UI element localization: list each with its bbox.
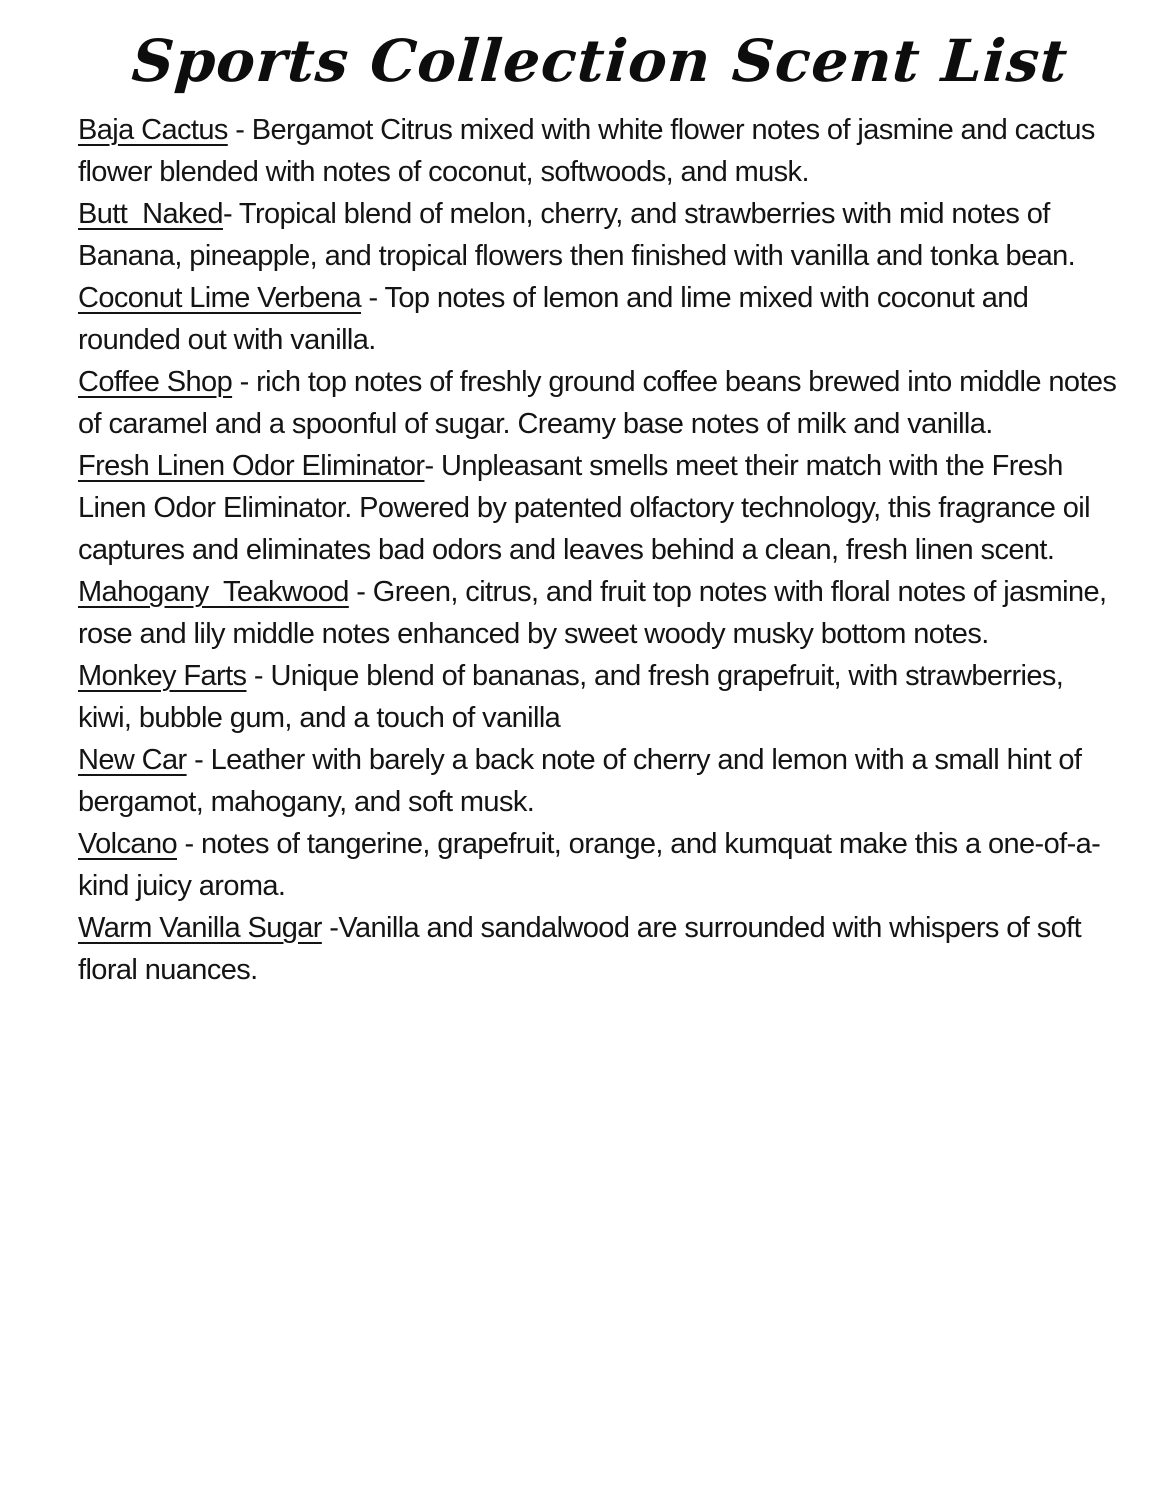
scent-description: - Green, citrus, and fruit top notes with floral notes of jasmine, rose and lily middle notes enhanced by sweet woody musky bottom notes. [78, 575, 1114, 650]
scent-item [78, 277, 1123, 361]
scent-name: Fresh Linen Odor Eliminator [78, 449, 425, 482]
scent-name: Volcano [78, 827, 177, 860]
scent-description: - rich top notes of freshly ground coffee beans brewed into middle notes of caramel and a spoonful of sugar. Creamy base notes of milk and vanilla. [78, 365, 1124, 440]
scent-name: Warm Vanilla Sugar [78, 911, 322, 944]
page-title: Sports Collection Scent List [129, 27, 1071, 95]
scent-description: - Tropical blend of melon, cherry, and strawberries with mid notes of Banana, pineapple, and tropical flowers then finished with vanilla and tonka bean. [78, 197, 1076, 272]
scent-name: Baja Cactus [78, 113, 228, 146]
scent-item [78, 571, 1123, 655]
scent-description: - Unique blend of bananas, and fresh grapefruit, with strawberries, kiwi, bubble gum, and a touch of vanilla [78, 659, 1071, 734]
scent-item [78, 907, 1123, 991]
scent-name: New Car [78, 743, 187, 776]
scent-description: - Bergamot Citrus mixed with white flower notes of jasmine and cactus flower blended with notes of coconut, softwoods, and musk. [78, 113, 1103, 188]
scent-item [78, 109, 1123, 193]
scent-item [78, 655, 1123, 739]
scent-item [78, 823, 1123, 907]
scent-name: Butt Naked [78, 197, 223, 230]
scent-item [78, 193, 1123, 277]
scent-description: -Vanilla and sandalwood are surrounded with whispers of soft floral nuances. [78, 911, 1089, 986]
scent-description: - Top notes of lemon and lime mixed with coconut and rounded out with vanilla. [78, 281, 1036, 356]
scent-description: - Unpleasant smells meet their match with the Fresh Linen Odor Eliminator. Powered by patented olfactory technology, this fragrance oil captures and eliminates bad odors and leaves behind a clean, fresh linen scent. [78, 449, 1098, 566]
scent-name: Monkey Farts [78, 659, 247, 692]
scent-description: - Leather with barely a back note of cherry and lemon with a small hint of bergamot, mahogany, and soft musk. [78, 743, 1089, 818]
scent-description: - notes of tangerine, grapefruit, orange, and kumquat make this a one-of-a-kind juicy aroma. [78, 827, 1101, 902]
scent-name: Mahogany Teakwood [78, 575, 349, 608]
scent-item [78, 739, 1123, 823]
scent-name: Coconut Lime Verbena [78, 281, 362, 314]
scent-item [78, 361, 1123, 445]
scent-list [78, 109, 1123, 991]
scent-name: Coffee Shop [78, 365, 233, 398]
scent-item [78, 445, 1123, 571]
